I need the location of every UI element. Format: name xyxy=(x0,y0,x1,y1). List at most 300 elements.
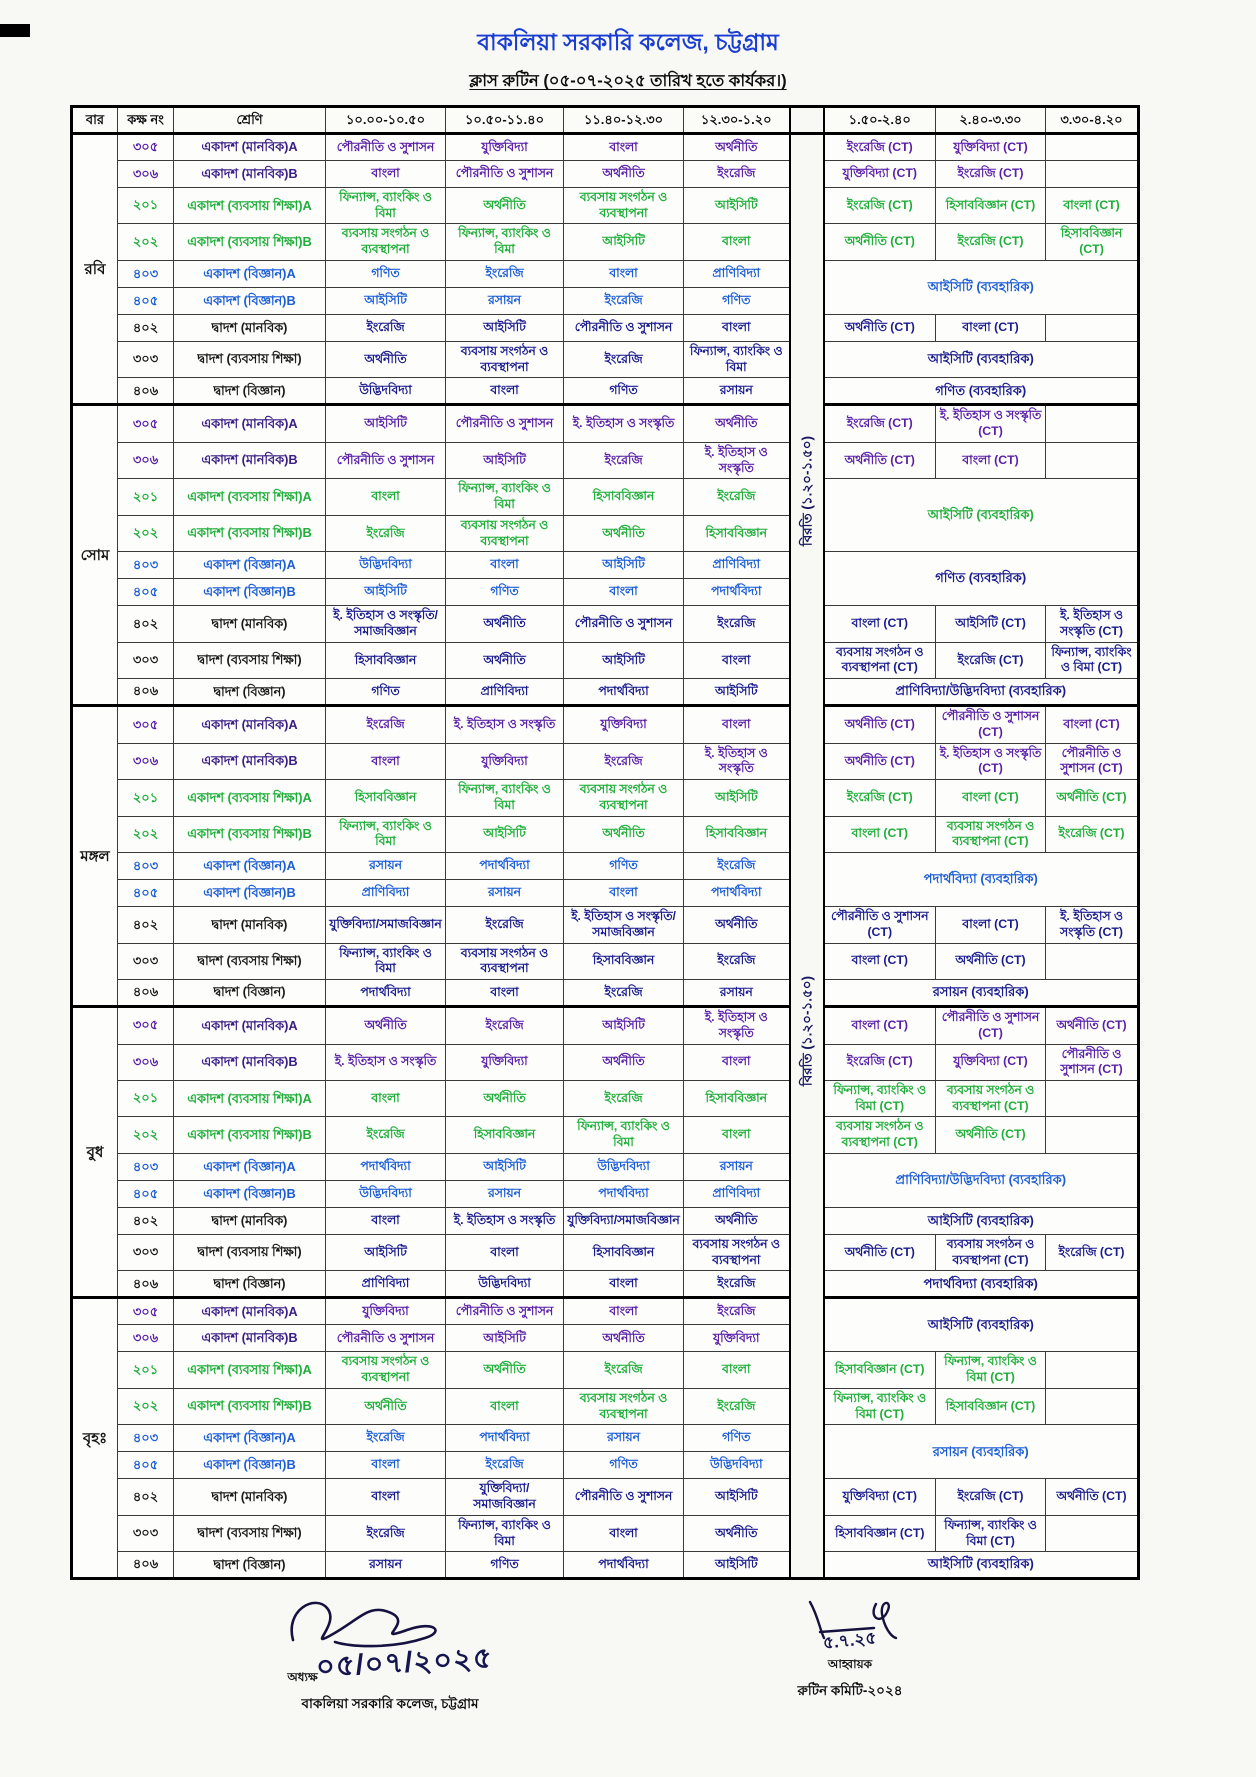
subject-cell: ইংরেজি xyxy=(326,1515,446,1551)
class-name: একাদশ (বিজ্ঞান)B xyxy=(174,579,326,606)
empty-cell xyxy=(1046,1117,1139,1153)
ct-subject-cell: ইংরেজি (CT) xyxy=(824,780,936,816)
routine-table-body xyxy=(72,134,1139,1579)
subject-cell: আইসিটি xyxy=(564,642,684,678)
room-number: ৩০৫ xyxy=(118,1007,174,1044)
subject-cell: রসায়ন xyxy=(326,1552,446,1579)
subject-cell: উদ্ভিদবিদ্যা xyxy=(446,1271,564,1298)
subject-cell: পৌরনীতি ও সুশাসন xyxy=(564,606,684,642)
table-header: শ্রেণি xyxy=(174,107,326,134)
room-number: ৩০৬ xyxy=(118,743,174,779)
ct-subject-cell: অর্থনীতি (CT) xyxy=(1046,1479,1139,1515)
subject-cell: ব্যবসায় সংগঠন ও ব্যবস্থাপনা xyxy=(446,341,564,377)
subject-cell: আইসিটি xyxy=(684,780,790,816)
break-column xyxy=(790,134,824,1579)
ct-subject-cell: অর্থনীতি (CT) xyxy=(1046,1007,1139,1044)
room-number: ২০১ xyxy=(118,1352,174,1388)
subject-cell: যুক্তিবিদ্যা xyxy=(684,1325,790,1352)
subject-cell: বাংলা xyxy=(684,642,790,678)
subject-cell: পৌরনীতি ও সুশাসন xyxy=(564,314,684,341)
subject-cell: ইংরেজি xyxy=(684,1298,790,1325)
subject-cell: অর্থনীতি xyxy=(564,1325,684,1352)
break-label: বিরতি (১.২০-১.৫০) xyxy=(798,436,814,547)
class-name: দ্বাদশ (মানবিক) xyxy=(174,1479,326,1515)
ct-subject-cell: ইংরেজি (CT) xyxy=(824,134,936,161)
subject-cell: প্রাণিবিদ্যা xyxy=(326,1271,446,1298)
ct-subject-cell: অর্থনীতি (CT) xyxy=(824,1234,936,1270)
ct-subject-cell: ইংরেজি (CT) xyxy=(824,1044,936,1080)
practical-subject-cell: রসায়ন (ব্যবহারিক) xyxy=(824,980,1139,1007)
time-slot-header: ৩.৩০-৪.২০ xyxy=(1046,107,1139,134)
break-label: বিরতি (১.২০-১.৫০) xyxy=(798,976,814,1087)
class-name: একাদশ (মানবিক)A xyxy=(174,405,326,442)
subject-cell: ইংরেজি xyxy=(326,515,446,551)
subject-cell: গণিত xyxy=(564,1452,684,1479)
signature-footer xyxy=(0,1590,1256,1760)
subject-cell: ইংরেজি xyxy=(684,853,790,880)
class-name: দ্বাদশ (বিজ্ঞান) xyxy=(174,378,326,405)
room-number: ৪০৫ xyxy=(118,579,174,606)
day-label: সোম xyxy=(72,405,118,706)
principal-role-label: অধ্যক্ষ xyxy=(287,1670,318,1685)
subject-cell: আইসিটি xyxy=(446,314,564,341)
class-name: একাদশ (বিজ্ঞান)A xyxy=(174,260,326,287)
ct-subject-cell: বাংলা (CT) xyxy=(936,314,1046,341)
room-number: ৩০৩ xyxy=(118,943,174,979)
subject-cell: আইসিটি xyxy=(684,1552,790,1579)
class-name: দ্বাদশ (ব্যবসায় শিক্ষা) xyxy=(174,341,326,377)
subject-cell: ই. ইতিহাস ও সংস্কৃতি xyxy=(564,405,684,442)
subject-cell: ব্যবসায় সংগঠন ও ব্যবস্থাপনা xyxy=(684,1234,790,1270)
class-name: দ্বাদশ (মানবিক) xyxy=(174,606,326,642)
practical-subject-cell: আইসিটি (ব্যবহারিক) xyxy=(824,1552,1139,1579)
subject-cell: ফিন্যান্স, ব্যাংকিং ও বিমা xyxy=(564,1117,684,1153)
subject-cell: ইংরেজি xyxy=(326,314,446,341)
subject-cell: আইসিটি xyxy=(446,442,564,478)
class-name: দ্বাদশ (মানবিক) xyxy=(174,314,326,341)
ct-subject-cell: বাংলা (CT) xyxy=(824,943,936,979)
subject-cell: ফিন্যান্স, ব্যাংকিং ও বিমা xyxy=(326,943,446,979)
subject-cell: অর্থনীতি xyxy=(326,1007,446,1044)
subject-cell: রসায়ন xyxy=(684,378,790,405)
empty-cell xyxy=(1046,1352,1139,1388)
subject-cell: আইসিটি xyxy=(684,1479,790,1515)
subject-cell: বাংলা xyxy=(446,378,564,405)
subject-cell: পদার্থবিদ্যা xyxy=(446,1425,564,1452)
class-name: একাদশ (মানবিক)B xyxy=(174,1044,326,1080)
subject-cell: অর্থনীতি xyxy=(564,1044,684,1080)
room-number: ৪০৫ xyxy=(118,880,174,907)
ct-subject-cell: পৌরনীতি ও সুশাসন (CT) xyxy=(1046,1044,1139,1080)
room-number: ৩০৩ xyxy=(118,341,174,377)
subject-cell: ইংরেজি xyxy=(564,341,684,377)
subject-cell: প্রাণিবিদ্যা xyxy=(684,260,790,287)
ct-subject-cell: অর্থনীতি (CT) xyxy=(1046,780,1139,816)
practical-subject-cell: রসায়ন (ব্যবহারিক) xyxy=(824,1425,1139,1479)
subject-cell: যুক্তিবিদ্যা xyxy=(446,134,564,161)
subject-cell: অর্থনীতি xyxy=(446,606,564,642)
practical-subject-cell: আইসিটি (ব্যবহারিক) xyxy=(824,1207,1139,1234)
room-number: ২০১ xyxy=(118,188,174,224)
subject-cell: পদার্থবিদ্যা xyxy=(446,853,564,880)
subject-cell: গণিত xyxy=(446,579,564,606)
subject-cell: উদ্ভিদবিদ্যা xyxy=(326,1180,446,1207)
subject-cell: পৌরনীতি ও সুশাসন xyxy=(446,405,564,442)
ct-subject-cell: পৌরনীতি ও সুশাসন (CT) xyxy=(1046,743,1139,779)
subject-cell: গণিত xyxy=(446,1552,564,1579)
room-number: ৩০৫ xyxy=(118,134,174,161)
subject-cell: আইসিটি xyxy=(564,1007,684,1044)
ct-subject-cell: ইংরেজি (CT) xyxy=(936,161,1046,188)
convener-signature-block xyxy=(730,1596,970,1703)
room-number: ৩০৫ xyxy=(118,405,174,442)
subject-cell: আইসিটি xyxy=(446,816,564,852)
subject-cell: গণিত xyxy=(684,287,790,314)
ct-subject-cell: ফিন্যান্স, ব্যাংকিং ও বিমা (CT) xyxy=(936,1352,1046,1388)
subject-cell: আইসিটি xyxy=(326,1234,446,1270)
subject-cell: ব্যবসায় সংগঠন ও ব্যবস্থাপনা xyxy=(326,1352,446,1388)
subject-cell: বাংলা xyxy=(326,743,446,779)
subject-cell: পৌরনীতি ও সুশাসন xyxy=(326,442,446,478)
subject-cell: ইংরেজি xyxy=(446,907,564,943)
subject-cell: আইসিটি xyxy=(684,188,790,224)
subject-cell: ইংরেজি xyxy=(564,1352,684,1388)
class-name: একাদশ (মানবিক)A xyxy=(174,1298,326,1325)
convener-handwritten-date: ৫.৭.২৫ xyxy=(822,1628,878,1654)
subject-cell: যুক্তিবিদ্যা xyxy=(446,743,564,779)
subject-cell: অর্থনীতি xyxy=(684,1515,790,1551)
ct-subject-cell: ইংরেজি (CT) xyxy=(824,405,936,442)
subject-cell: অর্থনীতি xyxy=(564,515,684,551)
ct-subject-cell: ইংরেজি (CT) xyxy=(936,1479,1046,1515)
subject-cell: অর্থনীতি xyxy=(326,341,446,377)
subject-cell: ফিন্যান্স, ব্যাংকিং ও বিমা xyxy=(326,188,446,224)
subject-cell: ইংরেজি xyxy=(446,1452,564,1479)
table-header: কক্ষ নং xyxy=(118,107,174,134)
subject-cell: ইংরেজি xyxy=(326,1425,446,1452)
class-name: একাদশ (ব্যবসায় শিক্ষা)B xyxy=(174,515,326,551)
subject-cell: ইংরেজি xyxy=(684,479,790,515)
subject-cell: ইংরেজি xyxy=(564,287,684,314)
subject-cell: ই. ইতিহাস ও সংস্কৃতি/সমাজবিজ্ঞান xyxy=(326,606,446,642)
time-slot-header: ২.৪০-৩.৩০ xyxy=(936,107,1046,134)
practical-subject-cell: পদার্থবিদ্যা (ব্যবহারিক) xyxy=(824,853,1139,907)
subject-cell: প্রাণিবিদ্যা xyxy=(326,880,446,907)
table-header: বার xyxy=(72,107,118,134)
time-slot-header: ১১.৪০-১২.৩০ xyxy=(564,107,684,134)
subject-cell: হিসাববিজ্ঞান xyxy=(684,816,790,852)
subject-cell: যুক্তিবিদ্যা/সমাজবিজ্ঞান xyxy=(564,1207,684,1234)
class-name: দ্বাদশ (ব্যবসায় শিক্ষা) xyxy=(174,1515,326,1551)
ct-subject-cell: ফিন্যান্স, ব্যাংকিং ও বিমা (CT) xyxy=(824,1080,936,1116)
subject-cell: ইংরেজি xyxy=(564,743,684,779)
class-name: একাদশ (মানবিক)B xyxy=(174,1325,326,1352)
subject-cell: গণিত xyxy=(326,260,446,287)
subject-cell: পৌরনীতি ও সুশাসন xyxy=(564,1479,684,1515)
subject-cell: বাংলা xyxy=(684,224,790,260)
room-number: ২০১ xyxy=(118,780,174,816)
class-name: একাদশ (ব্যবসায় শিক্ষা)A xyxy=(174,188,326,224)
time-slot-header: ১২.৩০-১.২০ xyxy=(684,107,790,134)
subject-cell: ইংরেজি xyxy=(446,260,564,287)
subject-cell: ইংরেজি xyxy=(684,1271,790,1298)
subject-cell: ব্যবসায় সংগঠন ও ব্যবস্থাপনা xyxy=(564,188,684,224)
ct-subject-cell: আইসিটি (CT) xyxy=(936,606,1046,642)
day-label: বুধ xyxy=(72,1007,118,1298)
room-number: ৩০৬ xyxy=(118,1325,174,1352)
subject-cell: আইসিটি xyxy=(564,552,684,579)
room-number: ৪০৬ xyxy=(118,1552,174,1579)
room-number: ৪০৬ xyxy=(118,980,174,1007)
subject-cell: পদার্থবিদ্যা xyxy=(564,1180,684,1207)
room-number: ৪০২ xyxy=(118,606,174,642)
class-name: একাদশ (বিজ্ঞান)A xyxy=(174,853,326,880)
room-number: ৪০৩ xyxy=(118,1425,174,1452)
subject-cell: অর্থনীতি xyxy=(446,1352,564,1388)
subject-cell: বাংলা xyxy=(446,1388,564,1424)
principal-signature-block xyxy=(170,1590,610,1716)
ct-subject-cell: ইংরেজি (CT) xyxy=(1046,816,1139,852)
subject-cell: ফিন্যান্স, ব্যাংকিং ও বিমা xyxy=(684,341,790,377)
room-number: ২০২ xyxy=(118,816,174,852)
subject-cell: বাংলা xyxy=(326,161,446,188)
room-number: ২০১ xyxy=(118,479,174,515)
subject-cell: পদার্থবিদ্যা xyxy=(326,1153,446,1180)
subject-cell: বাংলা xyxy=(326,1207,446,1234)
subject-cell: যুক্তিবিদ্যা xyxy=(446,1044,564,1080)
subject-cell: আইসিটি xyxy=(564,224,684,260)
ct-subject-cell: অর্থনীতি (CT) xyxy=(936,943,1046,979)
subject-cell: ব্যবসায় সংগঠন ও ব্যবস্থাপনা xyxy=(326,224,446,260)
ct-subject-cell: অর্থনীতি (CT) xyxy=(824,706,936,743)
room-number: ৪০৩ xyxy=(118,853,174,880)
ct-subject-cell: ব্যবসায় সংগঠন ও ব্যবস্থাপনা (CT) xyxy=(824,1117,936,1153)
ct-subject-cell: ই. ইতিহাস ও সংস্কৃতি (CT) xyxy=(936,743,1046,779)
routine-table-head xyxy=(72,107,1139,134)
subject-cell: ব্যবসায় সংগঠন ও ব্যবস্থাপনা xyxy=(446,943,564,979)
class-name: একাদশ (মানবিক)B xyxy=(174,743,326,779)
ct-subject-cell: হিসাববিজ্ঞান (CT) xyxy=(936,188,1046,224)
subject-cell: গণিত xyxy=(326,679,446,706)
class-name: একাদশ (মানবিক)A xyxy=(174,1007,326,1044)
ct-subject-cell: বাংলা (CT) xyxy=(1046,706,1139,743)
subject-cell: অর্থনীতি xyxy=(326,1388,446,1424)
room-number: ৪০২ xyxy=(118,314,174,341)
room-number: ২০২ xyxy=(118,1117,174,1153)
subject-cell: আইসিটি xyxy=(326,579,446,606)
break-column-header xyxy=(790,107,824,134)
ct-subject-cell: হিসাববিজ্ঞান (CT) xyxy=(824,1515,936,1551)
class-name: দ্বাদশ (মানবিক) xyxy=(174,1207,326,1234)
subject-cell: অর্থনীতি xyxy=(446,188,564,224)
scan-artifact-mark xyxy=(0,24,30,37)
ct-subject-cell: ই. ইতিহাস ও সংস্কৃতি (CT) xyxy=(1046,907,1139,943)
room-number: ৩০৫ xyxy=(118,1298,174,1325)
subject-cell: বাংলা xyxy=(446,980,564,1007)
subject-cell: রসায়ন xyxy=(446,880,564,907)
practical-subject-cell: আইসিটি (ব্যবহারিক) xyxy=(824,479,1139,552)
ct-subject-cell: ই. ইতিহাস ও সংস্কৃতি (CT) xyxy=(1046,606,1139,642)
ct-subject-cell: পৌরনীতি ও সুশাসন (CT) xyxy=(824,907,936,943)
ct-subject-cell: ব্যবসায় সংগঠন ও ব্যবস্থাপনা (CT) xyxy=(936,816,1046,852)
subject-cell: ইংরেজি xyxy=(446,1007,564,1044)
subject-cell: অর্থনীতি xyxy=(564,161,684,188)
class-name: দ্বাদশ (বিজ্ঞান) xyxy=(174,980,326,1007)
ct-subject-cell: বাংলা (CT) xyxy=(824,816,936,852)
subject-cell: গণিত xyxy=(564,378,684,405)
subject-cell: প্রাণিবিদ্যা xyxy=(446,679,564,706)
class-name: দ্বাদশ (মানবিক) xyxy=(174,907,326,943)
room-number: ২০২ xyxy=(118,515,174,551)
subject-cell: অর্থনীতি xyxy=(684,1207,790,1234)
ct-subject-cell: বাংলা (CT) xyxy=(1046,188,1139,224)
day-label: রবি xyxy=(72,134,118,405)
subject-cell: ইংরেজি xyxy=(564,442,684,478)
subject-cell: বাংলা xyxy=(684,706,790,743)
room-number: ২০২ xyxy=(118,1388,174,1424)
class-name: একাদশ (বিজ্ঞান)B xyxy=(174,287,326,314)
class-name: একাদশ (ব্যবসায় শিক্ষা)B xyxy=(174,1117,326,1153)
ct-subject-cell: ফিন্যান্স, ব্যাংকিং ও বিমা (CT) xyxy=(824,1388,936,1424)
practical-subject-cell: প্রাণিবিদ্যা/উদ্ভিদবিদ্যা (ব্যবহারিক) xyxy=(824,1153,1139,1207)
ct-subject-cell: ফিন্যান্স, ব্যাংকিং ও বিমা (CT) xyxy=(1046,642,1139,678)
routine-subtitle: ক্লাস রুটিন (০৫-০৭-২০২৫ তারিখ হতে কার্যকর।) xyxy=(469,72,787,90)
subject-cell: ব্যবসায় সংগঠন ও ব্যবস্থাপনা xyxy=(564,1388,684,1424)
subject-cell: হিসাববিজ্ঞান xyxy=(684,515,790,551)
room-number: ৪০৫ xyxy=(118,1180,174,1207)
time-slot-header: ১.৫০-২.৪০ xyxy=(824,107,936,134)
room-number: ৪০৬ xyxy=(118,679,174,706)
class-name: একাদশ (বিজ্ঞান)B xyxy=(174,880,326,907)
room-number: ২০১ xyxy=(118,1080,174,1116)
subject-cell: ফিন্যান্স, ব্যাংকিং ও বিমা xyxy=(446,479,564,515)
subject-cell: যুক্তিবিদ্যা/সমাজবিজ্ঞান xyxy=(326,907,446,943)
room-number: ৩০৬ xyxy=(118,161,174,188)
subject-cell: রসায়ন xyxy=(684,980,790,1007)
day-label: মঙ্গল xyxy=(72,706,118,1007)
ct-subject-cell: হিসাববিজ্ঞান (CT) xyxy=(824,1352,936,1388)
class-name: একাদশ (বিজ্ঞান)A xyxy=(174,552,326,579)
subject-cell: হিসাববিজ্ঞান xyxy=(564,479,684,515)
subject-cell: হিসাববিজ্ঞান xyxy=(564,943,684,979)
subject-cell: বাংলা xyxy=(564,1298,684,1325)
class-name: একাদশ (মানবিক)A xyxy=(174,706,326,743)
class-name: একাদশ (মানবিক)A xyxy=(174,134,326,161)
subject-cell: ই. ইতিহাস ও সংস্কৃতি xyxy=(326,1044,446,1080)
ct-subject-cell: যুক্তিবিদ্যা (CT) xyxy=(936,134,1046,161)
subject-cell: ব্যবসায় সংগঠন ও ব্যবস্থাপনা xyxy=(564,780,684,816)
room-number: ৩০৩ xyxy=(118,642,174,678)
ct-subject-cell: অর্থনীতি (CT) xyxy=(824,743,936,779)
convener-org-label: রুটিন কমিটি-২০২৪ xyxy=(797,1683,903,1699)
room-number: ৩০৩ xyxy=(118,1515,174,1551)
class-name: একাদশ (ব্যবসায় শিক্ষা)A xyxy=(174,1352,326,1388)
subject-cell: হিসাববিজ্ঞান xyxy=(684,1080,790,1116)
subject-cell: বাংলা xyxy=(326,1080,446,1116)
empty-cell xyxy=(1046,1515,1139,1551)
subject-cell: বাংলা xyxy=(326,1479,446,1515)
empty-cell xyxy=(1046,1080,1139,1116)
subject-cell: বাংলা xyxy=(564,134,684,161)
subject-cell: ইংরেজি xyxy=(684,1388,790,1424)
ct-subject-cell: পৌরনীতি ও সুশাসন (CT) xyxy=(936,706,1046,743)
subject-cell: ইংরেজি xyxy=(326,1117,446,1153)
ct-subject-cell: বাংলা (CT) xyxy=(824,1007,936,1044)
subject-cell: ই. ইতিহাস ও সংস্কৃতি/সমাজবিজ্ঞান xyxy=(564,907,684,943)
room-number: ৪০৬ xyxy=(118,378,174,405)
subject-cell: বাংলা xyxy=(446,552,564,579)
principal-org-label: বাকলিয়া সরকারি কলেজ, চট্টগ্রাম xyxy=(301,1696,479,1712)
empty-cell xyxy=(1046,442,1139,478)
subject-cell: পৌরনীতি ও সুশাসন xyxy=(326,134,446,161)
ct-subject-cell: ই. ইতিহাস ও সংস্কৃতি (CT) xyxy=(936,405,1046,442)
room-number: ২০২ xyxy=(118,224,174,260)
subject-cell: আইসিটি xyxy=(326,405,446,442)
subject-cell: আইসিটি xyxy=(326,287,446,314)
practical-subject-cell: গণিত (ব্যবহারিক) xyxy=(824,378,1139,405)
class-name: দ্বাদশ (বিজ্ঞান) xyxy=(174,1271,326,1298)
subject-cell: বাংলা xyxy=(326,479,446,515)
subject-cell: রসায়ন xyxy=(326,853,446,880)
practical-subject-cell: পদার্থবিদ্যা (ব্যবহারিক) xyxy=(824,1271,1139,1298)
ct-subject-cell: ব্যবসায় সংগঠন ও ব্যবস্থাপনা (CT) xyxy=(936,1234,1046,1270)
principal-handwritten-date: ০৫/০৭/২০২৫ xyxy=(314,1642,494,1684)
class-name: একাদশ (বিজ্ঞান)B xyxy=(174,1180,326,1207)
subject-cell: অর্থনীতি xyxy=(446,642,564,678)
ct-subject-cell: অর্থনীতি (CT) xyxy=(936,1117,1046,1153)
class-routine-table xyxy=(70,105,1140,1580)
subject-cell: পদার্থবিদ্যা xyxy=(564,1552,684,1579)
subject-cell: হিসাববিজ্ঞান xyxy=(326,780,446,816)
class-name: একাদশ (মানবিক)B xyxy=(174,161,326,188)
subject-cell: ব্যবসায় সংগঠন ও ব্যবস্থাপনা xyxy=(446,515,564,551)
room-number: ৩০৬ xyxy=(118,442,174,478)
subject-cell: বাংলা xyxy=(684,1044,790,1080)
subject-cell: উদ্ভিদবিদ্যা xyxy=(684,1452,790,1479)
class-name: দ্বাদশ (ব্যবসায় শিক্ষা) xyxy=(174,943,326,979)
ct-subject-cell: বাংলা (CT) xyxy=(824,606,936,642)
ct-subject-cell: ব্যবসায় সংগঠন ও ব্যবস্থাপনা (CT) xyxy=(936,1080,1046,1116)
subject-cell: প্রাণিবিদ্যা xyxy=(684,1180,790,1207)
empty-cell xyxy=(1046,943,1139,979)
ct-subject-cell: অর্থনীতি (CT) xyxy=(824,314,936,341)
subject-cell: পদার্থবিদ্যা xyxy=(684,880,790,907)
subject-cell: বাংলা xyxy=(684,314,790,341)
room-number: ৪০২ xyxy=(118,907,174,943)
subject-cell: ইংরেজি xyxy=(684,606,790,642)
subject-cell: উদ্ভিদবিদ্যা xyxy=(326,378,446,405)
practical-subject-cell: আইসিটি (ব্যবহারিক) xyxy=(824,260,1139,314)
ct-subject-cell: ইংরেজি (CT) xyxy=(936,642,1046,678)
subject-cell: অর্থনীতি xyxy=(684,405,790,442)
room-number: ৩০৩ xyxy=(118,1234,174,1270)
room-number: ৩০৬ xyxy=(118,1044,174,1080)
ct-subject-cell: পৌরনীতি ও সুশাসন (CT) xyxy=(936,1007,1046,1044)
subject-cell: যুক্তিবিদ্যা/সমাজবিজ্ঞান xyxy=(446,1479,564,1515)
subject-cell: রসায়ন xyxy=(446,287,564,314)
room-number: ৩০৫ xyxy=(118,706,174,743)
class-name: একাদশ (মানবিক)B xyxy=(174,442,326,478)
room-number: ৪০৩ xyxy=(118,552,174,579)
subject-cell: আইসিটি xyxy=(684,679,790,706)
subject-cell: পৌরনীতি ও সুশাসন xyxy=(326,1325,446,1352)
subject-cell: যুক্তিবিদ্যা xyxy=(326,1298,446,1325)
ct-subject-cell: যুক্তিবিদ্যা (CT) xyxy=(824,161,936,188)
subject-cell: ইংরেজি xyxy=(564,1080,684,1116)
ct-subject-cell: ফিন্যান্স, ব্যাংকিং ও বিমা (CT) xyxy=(936,1515,1046,1551)
subject-cell: বাংলা xyxy=(564,1515,684,1551)
convener-role-label: আহ্বায়ক xyxy=(827,1657,873,1672)
